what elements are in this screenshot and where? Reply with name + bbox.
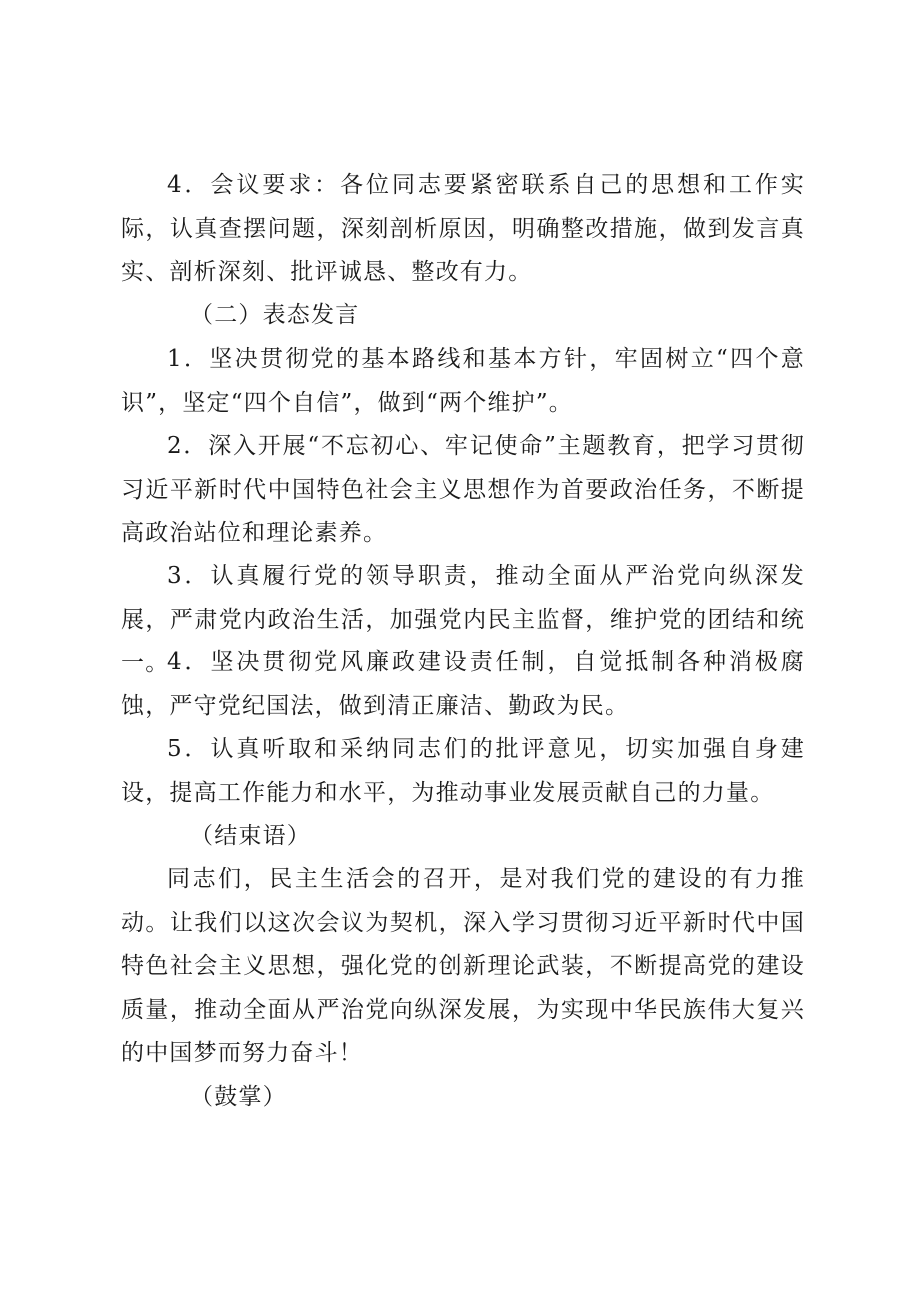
paragraph-statement-4: 4．坚决贯彻党风廉政建设责任制，自觉抵制各种消极腐蚀，严守党纪国法，做到清正廉洁、勤政为民。: [121, 649, 805, 719]
section-heading-statement: （二）表态发言: [190, 302, 360, 328]
paragraph-statement-1: 1．坚决贯彻党的基本路线和基本方针，牢固树立“四个意识”，坚定“四个自信”，做到“两个维护”。: [121, 346, 805, 416]
paragraph-statement-3: 3．认真履行党的领导职责，推动全面从严治党向纵深发展，严肃党内政治生活，加强党内民主监督，维护党的团结和统一。: [121, 563, 805, 676]
paragraph-meeting-requirements: 4．会议要求：各位同志要紧密联系自己的思想和工作实际，认真查摆问题，深刻剖析原因，明确整改措施，做到发言真实、剖析深刻、批评诚恳、整改有力。: [121, 172, 805, 285]
paragraph-statement-5: 5．认真听取和采纳同志们的批评意见，切实加强自身建设，提高工作能力和水平，为推动事业发展贡献自己的力量。: [121, 736, 805, 806]
section-heading-closing: （结束语）: [190, 823, 311, 849]
applause-note: （鼓掌）: [190, 1084, 287, 1110]
paragraph-statement-2: 2．深入开展“不忘初心、牢记使命”主题教育，把学习贯彻习近平新时代中国特色社会主义思想作为首要政治任务，不断提高政治站位和理论素养。: [121, 433, 805, 546]
paragraph-closing-remarks: 同志们，民主生活会的召开，是对我们党的建设的有力推动。让我们以这次会议为契机，深入学习贯彻习近平新时代中国特色社会主义思想，强化党的创新理论武装，不断提高党的建设质量，推动全面从严治党向纵深发展，为实现中华民族伟大复兴的中国梦而努力奋斗！: [121, 866, 805, 1066]
